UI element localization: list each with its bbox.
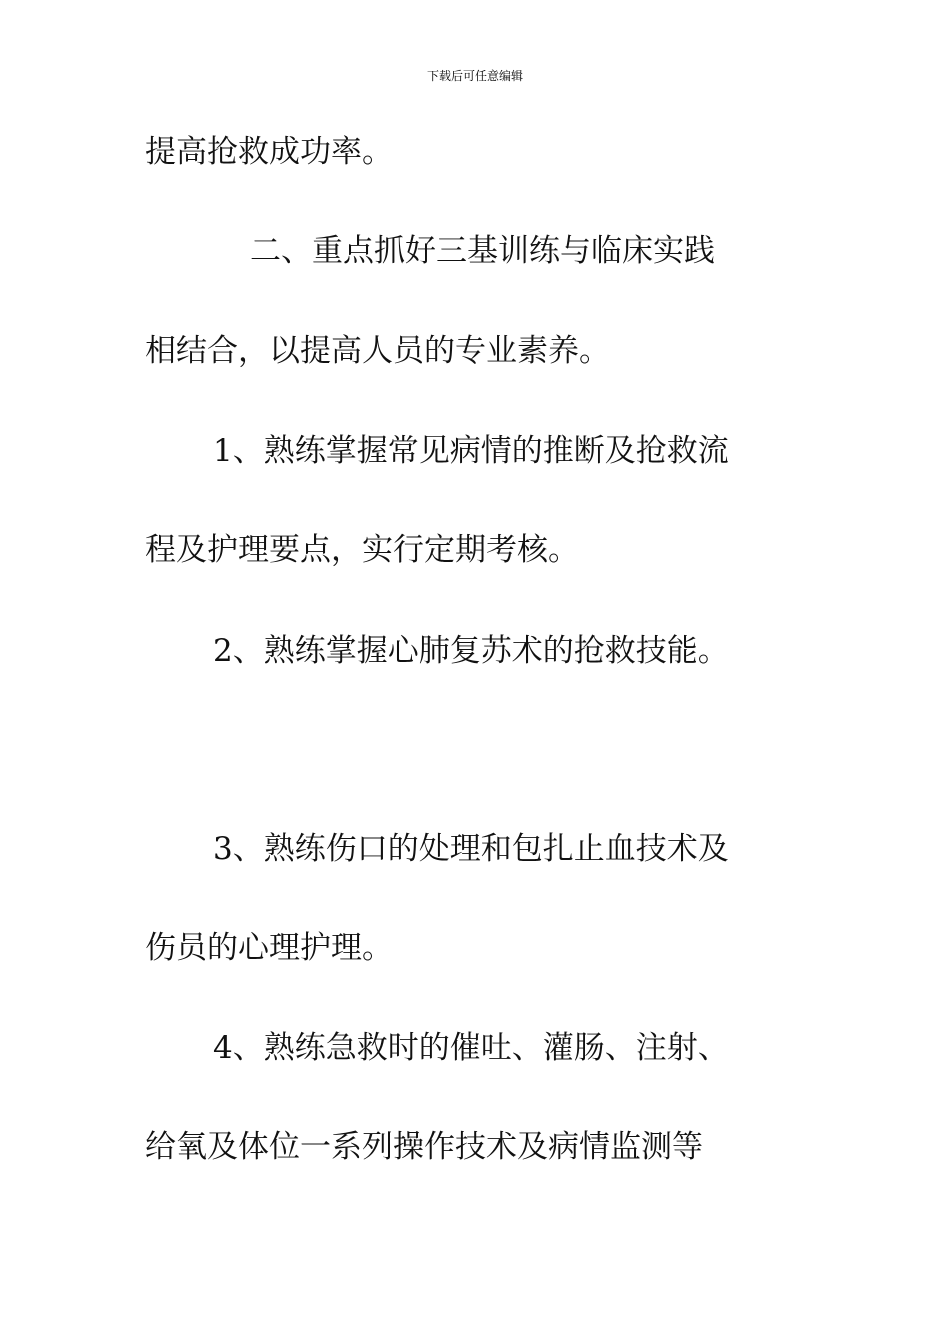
list-item-1: 1、熟练掌握常见病情的推断及抢救流 (213, 433, 729, 469)
body-line: 给氧及体位一系列操作技术及病情监测等 (145, 1129, 703, 1165)
header-note: 下载后可任意编辑 (426, 69, 523, 83)
list-item-4: 4、熟练急救时的催吐、灌肠、注射、 (213, 1030, 729, 1066)
body-line: 相结合，以提高人员的专业素养。 (145, 333, 610, 369)
body-line: 程及护理要点，实行定期考核。 (145, 532, 579, 568)
body-line: 提高抢救成功率。 (145, 134, 393, 170)
body-line: 伤员的心理护理。 (145, 930, 393, 966)
list-item-3: 3、熟练伤口的处理和包扎止血技术及 (213, 831, 729, 867)
section-heading: 二、重点抓好三基训练与临床实践 (250, 233, 715, 269)
list-item-2: 2、熟练掌握心肺复苏术的抢救技能。 (213, 633, 729, 669)
